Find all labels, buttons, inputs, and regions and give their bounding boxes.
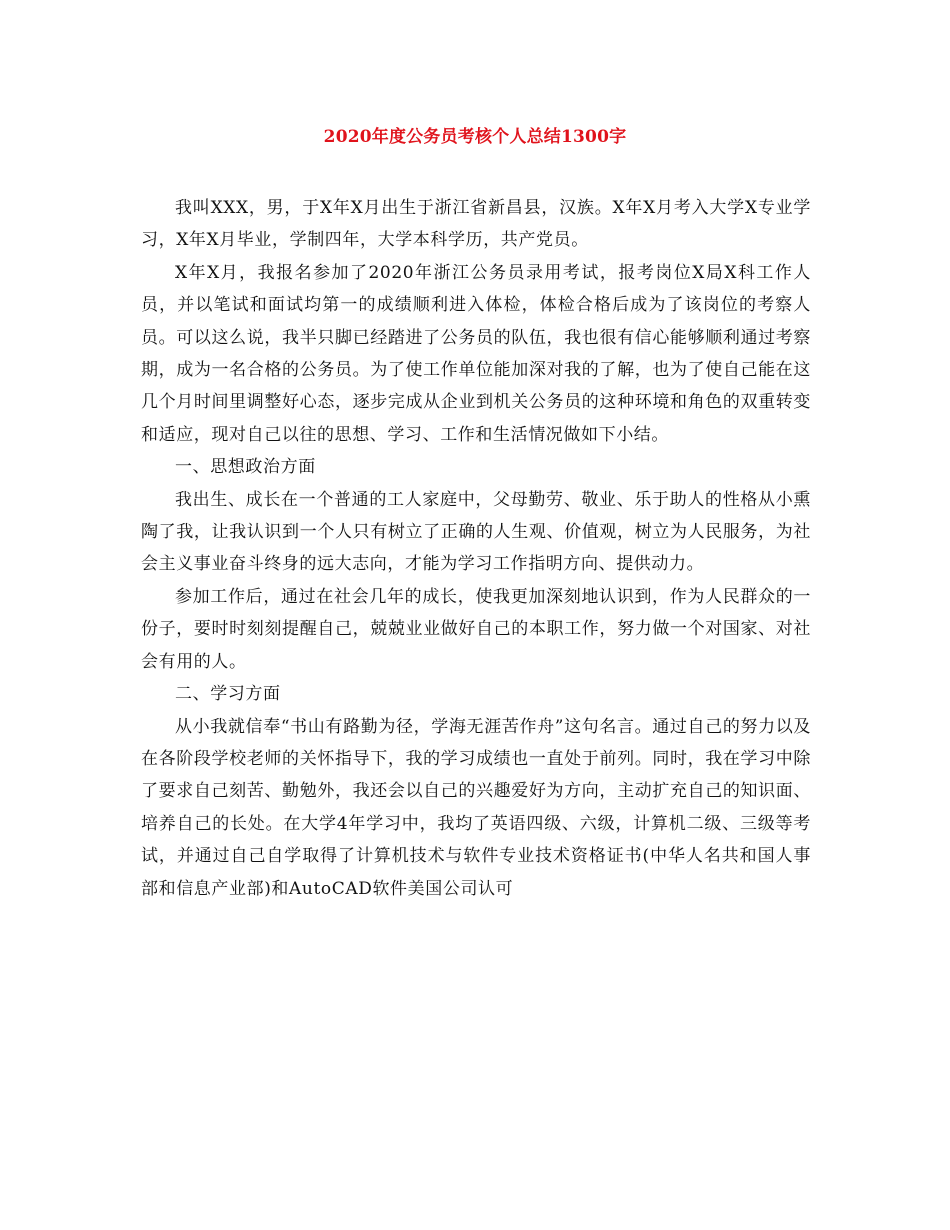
section-heading-political: 一、思想政治方面 <box>175 457 316 478</box>
document-title: 2020年度公务员考核个人总结1300字 <box>323 127 627 147</box>
paragraph-personal-info: 我叫XXX，男，于X年X月出生于浙江省新昌县，汉族。X年X月考入大学X专业学习，X年X月毕业，学制四年，大学本科学历，共产党员。 <box>141 198 811 251</box>
document-body <box>141 192 811 905</box>
section-heading-study: 二、学习方面 <box>175 684 281 705</box>
paragraph-study: 从小我就信奉“书山有路勤为径，学海无涯苦作舟”这句名言。通过自己的努力以及在各阶段学校老师的关怀指导下，我的学习成绩也一直处于前列。同时，我在学习中除了要求自己刻苦、勤勉外，我还会以自己的兴趣爱好为方向，主动扩充自己的知识面、培养自己的长处。在大学4年学习中，我均了英语四级、六级，计算机二级、三级等考试，并通过自己自学取得了计算机技术与软件专业技术资格证书(中华人名共和国人事部和信息产业部)和AutoCAD软件美国公司认可 <box>141 716 811 899</box>
paragraph-exam-experience: X年X月，我报名参加了2020年浙江公务员录用考试，报考岗位X局X科工作人员，并以笔试和面试均第一的成绩顺利进入体检，体检合格后成为了该岗位的考察人员。可以这么说，我半只脚已经踏进了公务员的队伍，我也很有信心能够顺利通过考察期，成为一名合格的公务员。为了使工作单位能加深对我的了解，也为了使自己能在这几个月时间里调整好心态，逐步完成从企业到机关公务员的这种环境和角色的双重转变和适应，现对自己以往的思想、学习、工作和生活情况做如下小结。 <box>141 262 811 445</box>
paragraph-political-1: 我出生、成长在一个普通的工人家庭中，父母勤劳、敬业、乐于助人的性格从小熏陶了我，让我认识到一个人只有树立了正确的人生观、价值观，树立为人民服务，为社会主义事业奋斗终身的远大志向，才能为学习工作指明方向、提供动力。 <box>141 489 811 575</box>
paragraph-political-2: 参加工作后，通过在社会几年的成长，使我更加深刻地认识到，作为人民群众的一份子，要时时刻刻提醒自己，兢兢业业做好自己的本职工作，努力做一个对国家、对社会有用的人。 <box>141 586 811 672</box>
